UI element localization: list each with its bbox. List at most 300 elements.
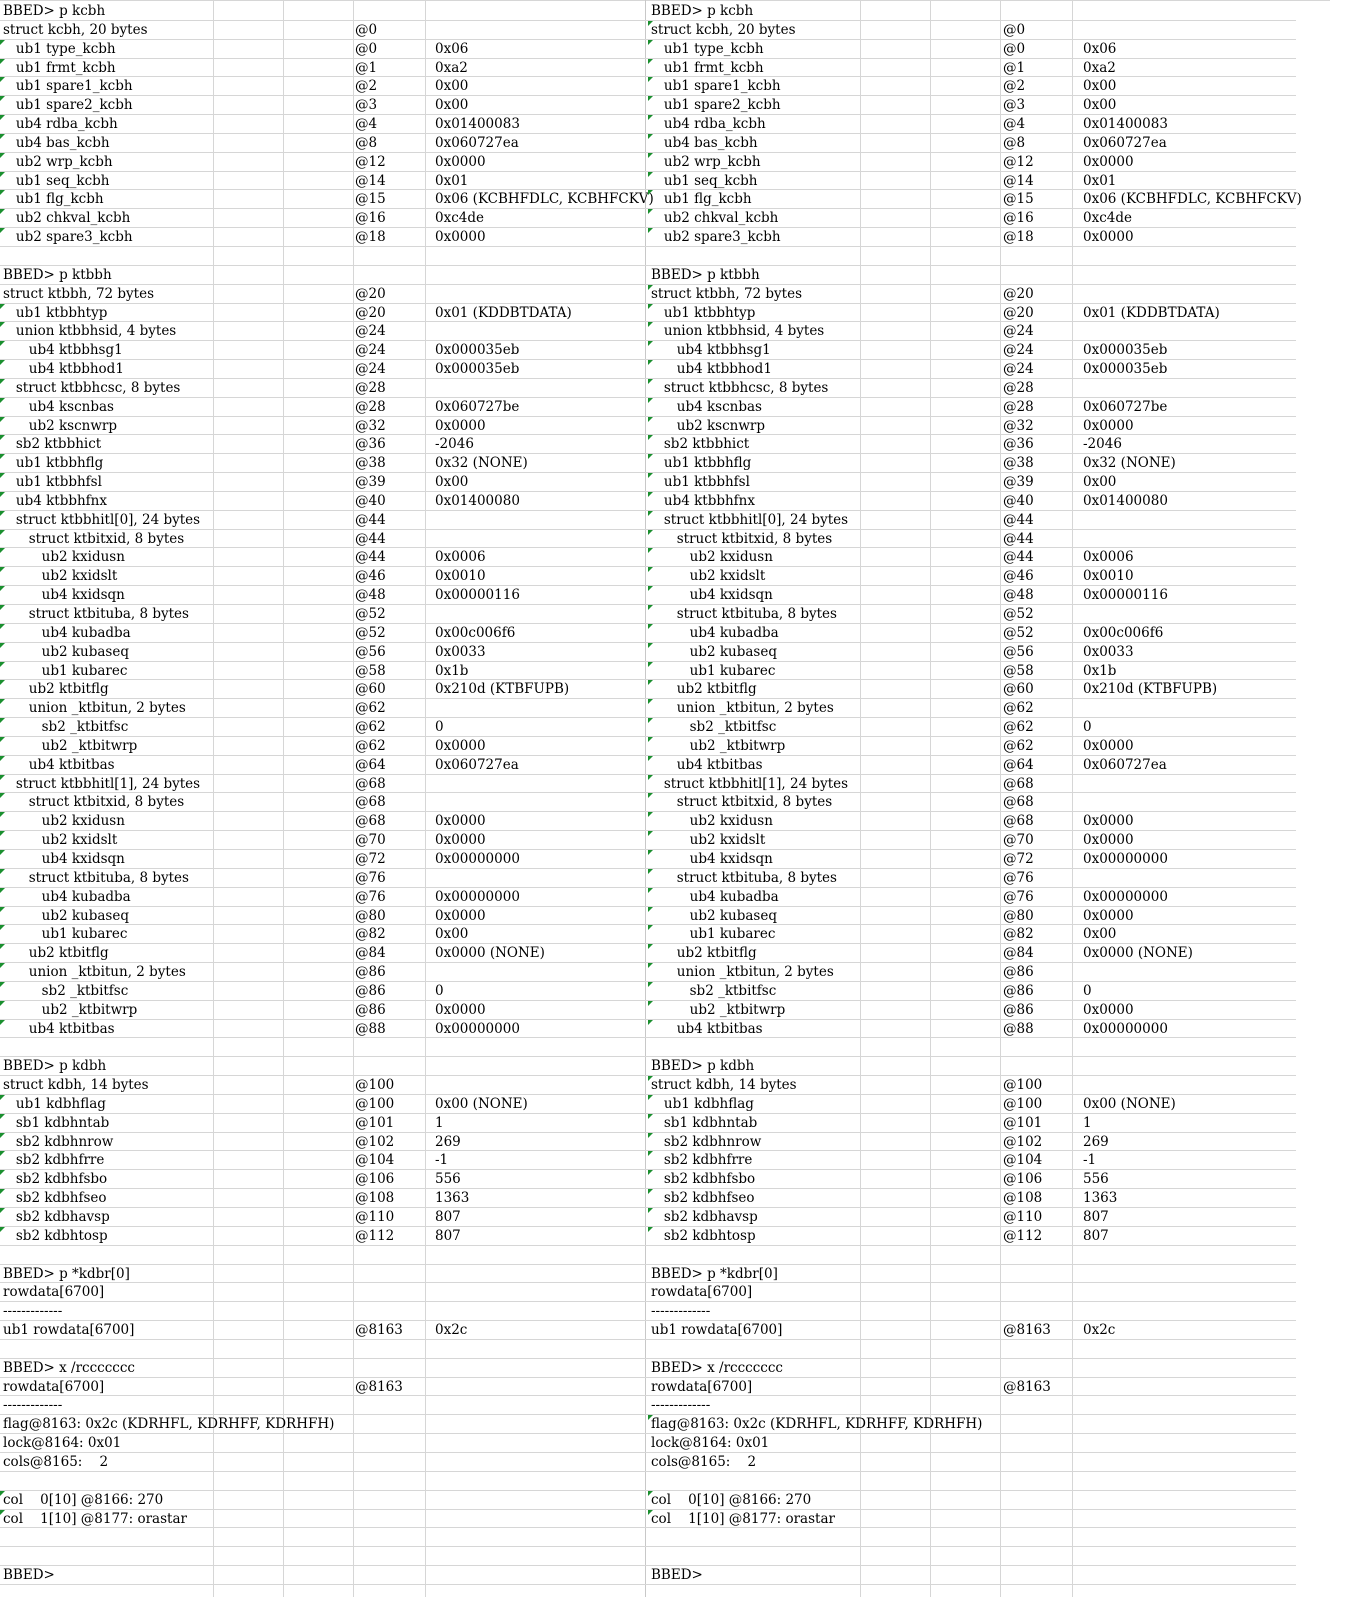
sheet-row[interactable] <box>0 963 648 982</box>
offset-cell: @28 <box>1003 379 1034 396</box>
sheet-row[interactable] <box>0 190 654 209</box>
sheet-row[interactable] <box>648 793 1296 812</box>
value-cell: 0x00 <box>1083 97 1117 114</box>
value-cell: 0x060727ea <box>1083 756 1167 773</box>
sheet-row[interactable] <box>0 492 648 511</box>
value-cell: 0x0006 <box>1083 549 1134 566</box>
sheet-row[interactable] <box>648 869 1296 888</box>
sheet-row[interactable] <box>0 96 648 115</box>
sheet-row[interactable] <box>648 40 1296 59</box>
sheet-row[interactable] <box>648 417 1296 436</box>
offset-cell: @3 <box>1003 97 1026 114</box>
sheet-row[interactable] <box>648 888 1296 907</box>
sheet-row[interactable] <box>0 831 648 850</box>
sheet-row[interactable] <box>0 21 648 40</box>
value-cell: 0x00 <box>435 926 469 943</box>
value-cell: 0x2c <box>1083 1322 1116 1339</box>
sheet-row[interactable] <box>0 907 648 926</box>
offset-cell: @0 <box>355 40 378 57</box>
offset-cell: @18 <box>1003 229 1034 246</box>
sheet-row[interactable] <box>648 662 1296 681</box>
sheet-row[interactable] <box>648 1415 1296 1434</box>
sheet-row[interactable] <box>648 1020 1296 1039</box>
sheet-row[interactable] <box>648 812 1296 831</box>
sheet-row[interactable] <box>0 1151 648 1170</box>
field-text-cell: ------------- <box>651 1303 711 1320</box>
sheet-row[interactable] <box>0 247 648 266</box>
field-text-cell: ------------- <box>3 1397 63 1414</box>
sheet-row[interactable] <box>648 1001 1296 1020</box>
sheet-row[interactable] <box>0 1265 648 1284</box>
sheet-row[interactable] <box>648 699 1296 718</box>
sheet-row[interactable] <box>648 944 1296 963</box>
field-text-cell: BBED> <box>651 1567 703 1584</box>
sheet-row[interactable] <box>0 944 648 963</box>
field-text-cell: ub1 rowdata[6700] <box>651 1322 783 1339</box>
sheet-row[interactable] <box>648 1510 1296 1529</box>
value-cell: 0x060727ea <box>1083 134 1167 151</box>
sheet-row[interactable] <box>648 59 1296 78</box>
field-text-cell: ub2 _ktbitwrp <box>651 1001 786 1018</box>
value-cell: 0 <box>1083 982 1092 999</box>
sheet-row[interactable] <box>648 756 1296 775</box>
field-text-cell: ub2 kxidslt <box>651 832 766 849</box>
offset-cell: @112 <box>355 1227 395 1244</box>
sheet-row[interactable] <box>648 360 1296 379</box>
sheet-row[interactable] <box>0 360 648 379</box>
sheet-row[interactable] <box>0 662 648 681</box>
sheet-row[interactable] <box>648 1321 1296 1340</box>
field-text-cell: ub2 kscnwrp <box>651 417 765 434</box>
sheet-row[interactable] <box>648 322 1296 341</box>
sheet-row[interactable] <box>0 1076 648 1095</box>
sheet-row[interactable] <box>0 850 648 869</box>
sheet-row[interactable] <box>648 1434 1296 1453</box>
sheet-row[interactable] <box>648 341 1296 360</box>
offset-cell: @84 <box>355 945 386 962</box>
sheet-row[interactable] <box>0 1396 648 1415</box>
sheet-row[interactable] <box>648 1076 1296 1095</box>
sheet-row[interactable] <box>0 1472 648 1491</box>
sheet-row[interactable] <box>0 1434 648 1453</box>
sheet-row[interactable] <box>648 831 1296 850</box>
field-text-cell: ub2 kxidslt <box>3 832 118 849</box>
value-cell: 0x01 (KDDBTDATA) <box>435 304 572 321</box>
field-text-cell: ub4 ktbbhfnx <box>3 492 107 509</box>
sheet-row[interactable] <box>0 1020 648 1039</box>
field-text-cell: ub4 ktbitbas <box>651 1020 763 1037</box>
value-cell: 0x000035eb <box>1083 361 1168 378</box>
sheet-row[interactable] <box>0 1095 648 1114</box>
value-cell: 0x06 (KCBHFDLC, KCBHFCKV) <box>435 191 654 208</box>
offset-cell: @104 <box>1003 1152 1043 1169</box>
field-text-cell: BBED> p *kdbr[0] <box>3 1265 130 1282</box>
field-text-cell: BBED> x /rccccccc <box>3 1359 135 1376</box>
value-cell: 269 <box>435 1133 461 1150</box>
sheet-row[interactable] <box>0 1246 648 1265</box>
field-text-cell: union _ktbitun, 2 bytes <box>651 964 834 981</box>
field-text-cell: flag@8163: 0x2c (KDRHFL, KDRHFF, KDRHFH) <box>3 1416 335 1433</box>
sheet-row[interactable] <box>0 2 648 21</box>
field-text-cell: BBED> p kcbh <box>651 3 754 19</box>
offset-cell: @8163 <box>355 1322 403 1339</box>
value-cell: 0x06 <box>435 40 469 57</box>
offset-cell: @68 <box>1003 775 1034 792</box>
value-cell: 0x210d (KTBFUPB) <box>435 681 570 698</box>
field-text-cell: ub1 seq_kcbh <box>3 172 110 189</box>
value-cell: 0x0000 <box>435 813 486 830</box>
offset-cell: @24 <box>355 361 386 378</box>
sheet-row[interactable] <box>0 304 648 323</box>
sheet-row[interactable] <box>0 869 648 888</box>
sheet-row[interactable] <box>648 567 1296 586</box>
field-text-cell: BBED> p kdbh <box>651 1058 755 1075</box>
offset-cell: @16 <box>1003 210 1034 227</box>
sheet-row[interactable] <box>0 982 648 1001</box>
offset-cell: @58 <box>1003 662 1034 679</box>
value-cell: 807 <box>435 1227 461 1244</box>
value-cell: 0x00 <box>1083 474 1117 491</box>
sheet-row[interactable] <box>0 1491 648 1510</box>
sheet-row[interactable] <box>648 2 1296 21</box>
sheet-row[interactable] <box>0 153 648 172</box>
sheet-row[interactable] <box>648 775 1296 794</box>
sheet-row[interactable] <box>0 718 648 737</box>
sheet-row[interactable] <box>0 1415 648 1434</box>
value-cell: -2046 <box>1083 436 1122 453</box>
offset-cell: @15 <box>355 191 386 208</box>
field-text-cell: ub1 frmt_kcbh <box>3 59 116 76</box>
field-text-cell: ub4 kxidsqn <box>651 850 773 867</box>
sheet-row[interactable] <box>648 605 1296 624</box>
sheet-row[interactable] <box>0 812 648 831</box>
sheet-row[interactable] <box>648 228 1296 247</box>
value-cell: 269 <box>1083 1133 1109 1150</box>
offset-cell: @68 <box>355 794 386 811</box>
offset-cell: @62 <box>355 700 386 717</box>
sheet-row[interactable] <box>648 77 1296 96</box>
sheet-row[interactable] <box>648 153 1296 172</box>
value-cell: 0x00 (NONE) <box>435 1095 528 1112</box>
sheet-row[interactable] <box>648 21 1296 40</box>
sheet-row[interactable] <box>648 680 1296 699</box>
sheet-row[interactable] <box>0 228 648 247</box>
sheet-row[interactable] <box>648 1566 1296 1585</box>
sheet-row[interactable] <box>648 530 1296 549</box>
value-cell: 0x060727ea <box>435 134 519 151</box>
field-text-cell: ub2 spare3_kcbh <box>651 229 781 246</box>
sheet-row[interactable] <box>648 1189 1296 1208</box>
sheet-row[interactable] <box>0 1114 648 1133</box>
value-cell: 0x00 <box>1083 78 1117 95</box>
field-text-cell: struct ktbituba, 8 bytes <box>651 869 837 886</box>
offset-cell: @36 <box>1003 436 1034 453</box>
offset-cell: @48 <box>355 587 386 604</box>
offset-cell: @20 <box>1003 304 1034 321</box>
offset-cell: @46 <box>355 568 386 585</box>
offset-cell: @86 <box>355 964 386 981</box>
sheet-row[interactable] <box>0 1057 648 1076</box>
sheet-row[interactable] <box>648 1095 1296 1114</box>
sheet-row[interactable] <box>0 1208 648 1227</box>
sheet-row[interactable] <box>648 1472 1296 1491</box>
offset-cell: @46 <box>1003 568 1034 585</box>
sheet-row[interactable] <box>648 1528 1296 1547</box>
sheet-row[interactable] <box>0 793 648 812</box>
sheet-row[interactable] <box>0 59 648 78</box>
sheet-row[interactable] <box>648 548 1296 567</box>
sheet-row[interactable] <box>0 134 648 153</box>
field-text-cell: BBED> p ktbbh <box>651 266 760 283</box>
sheet-row[interactable] <box>648 643 1296 662</box>
sheet-row[interactable] <box>648 925 1296 944</box>
field-text-cell: sb2 kdbhfrre <box>651 1152 753 1169</box>
sheet-row[interactable] <box>0 775 648 794</box>
sheet-row[interactable] <box>648 586 1296 605</box>
sheet-row[interactable] <box>0 699 648 718</box>
sheet-row[interactable] <box>0 341 648 360</box>
field-text-cell: struct ktbitxid, 8 bytes <box>3 530 185 547</box>
sheet-row[interactable] <box>0 398 648 417</box>
sheet-row[interactable] <box>648 511 1296 530</box>
sheet-row[interactable] <box>0 1528 648 1547</box>
sheet-row[interactable] <box>648 96 1296 115</box>
offset-cell: @110 <box>1003 1209 1043 1225</box>
sheet-row[interactable] <box>0 1566 648 1585</box>
field-text-cell: BBED> p kcbh <box>3 3 106 19</box>
value-cell: 0x01400083 <box>1083 116 1168 133</box>
offset-cell: @100 <box>355 1095 395 1112</box>
sheet-row[interactable] <box>0 322 648 341</box>
sheet-row[interactable] <box>648 435 1296 454</box>
sheet-row[interactable] <box>0 417 648 436</box>
sheet-row[interactable] <box>0 1170 648 1189</box>
sheet-row[interactable] <box>648 850 1296 869</box>
sheet-row[interactable] <box>0 624 648 643</box>
offset-cell: @20 <box>355 285 386 302</box>
sheet-row[interactable] <box>648 1170 1296 1189</box>
sheet-row[interactable] <box>648 1114 1296 1133</box>
sheet-row[interactable] <box>0 1359 648 1378</box>
sheet-row[interactable] <box>0 1510 648 1529</box>
offset-cell: @36 <box>355 436 386 453</box>
sheet-row[interactable] <box>0 548 648 567</box>
sheet-row[interactable] <box>0 1189 648 1208</box>
sheet-row[interactable] <box>0 266 648 285</box>
offset-cell: @28 <box>1003 398 1034 415</box>
field-text-cell: ub2 ktbitflg <box>3 681 109 698</box>
sheet-row[interactable] <box>648 1359 1296 1378</box>
offset-cell: @62 <box>355 719 386 736</box>
sheet-row[interactable] <box>0 1378 648 1397</box>
offset-cell: @106 <box>355 1171 395 1188</box>
sheet-row[interactable] <box>648 398 1296 417</box>
sheet-row[interactable] <box>648 1208 1296 1227</box>
sheet-row[interactable] <box>648 1038 1296 1057</box>
sheet-row[interactable] <box>648 1133 1296 1152</box>
field-text-cell: BBED> p ktbbh <box>3 266 112 283</box>
sheet-row[interactable] <box>0 643 648 662</box>
sheet-row[interactable] <box>0 435 648 454</box>
sheet-row[interactable] <box>648 1378 1296 1397</box>
value-cell: 0x060727be <box>435 398 520 415</box>
field-text-cell: ub4 ktbbhfnx <box>651 492 755 509</box>
sheet-row[interactable] <box>0 1227 648 1246</box>
sheet-row[interactable] <box>0 756 648 775</box>
value-cell: 0x0010 <box>1083 568 1134 585</box>
sheet-row[interactable] <box>648 304 1296 323</box>
sheet-row[interactable] <box>648 737 1296 756</box>
field-text-cell: sb2 ktbbhict <box>651 436 750 453</box>
sheet-row[interactable] <box>648 1340 1296 1359</box>
offset-cell: @82 <box>1003 926 1034 943</box>
field-text-cell: struct ktbituba, 8 bytes <box>3 606 189 622</box>
sheet-row[interactable] <box>0 209 648 228</box>
sheet-row[interactable] <box>0 1302 648 1321</box>
sheet-row[interactable] <box>0 115 648 134</box>
sheet-row[interactable] <box>0 285 648 304</box>
offset-cell: @18 <box>355 229 386 246</box>
sheet-row[interactable] <box>648 454 1296 473</box>
sheet-row[interactable] <box>0 925 648 944</box>
sheet-row[interactable] <box>648 1057 1296 1076</box>
offset-cell: @44 <box>1003 530 1034 547</box>
sheet-row[interactable] <box>648 285 1296 304</box>
field-text-cell: ub2 _ktbitwrp <box>3 737 138 754</box>
sheet-row[interactable] <box>0 511 648 530</box>
sheet-row[interactable] <box>0 1340 648 1359</box>
value-cell: 0x0000 <box>435 832 486 849</box>
sheet-row[interactable] <box>0 567 648 586</box>
sheet-row[interactable] <box>648 379 1296 398</box>
sheet-row[interactable] <box>648 982 1296 1001</box>
sheet-row[interactable] <box>0 473 648 492</box>
sheet-row[interactable] <box>648 134 1296 153</box>
offset-cell: @68 <box>355 775 386 792</box>
sheet-row[interactable] <box>0 379 648 398</box>
sheet-row[interactable] <box>0 1547 648 1566</box>
sheet-row[interactable] <box>648 247 1296 266</box>
sheet-row[interactable] <box>648 266 1296 285</box>
value-cell: 0x00c006f6 <box>1083 624 1164 641</box>
field-text-cell: ub1 type_kcbh <box>3 40 116 57</box>
sheet-row[interactable] <box>0 40 648 59</box>
value-cell: 0x00 <box>435 474 469 491</box>
field-text-cell: struct ktbituba, 8 bytes <box>651 606 837 622</box>
sheet-row[interactable] <box>648 1265 1296 1284</box>
offset-cell: @8 <box>355 134 378 151</box>
sheet-row[interactable] <box>648 1246 1296 1265</box>
sheet-row[interactable] <box>0 530 648 549</box>
value-cell: 0x0000 <box>1083 737 1134 754</box>
value-cell: 0x00 <box>435 97 469 114</box>
sheet-row[interactable] <box>0 77 648 96</box>
field-text-cell: ub4 kxidsqn <box>3 850 125 867</box>
value-cell: 0x060727be <box>1083 398 1168 415</box>
sheet-row[interactable] <box>0 1321 648 1340</box>
value-cell: 0x0000 <box>1083 153 1134 170</box>
field-text-cell: sb2 kdbhavsp <box>651 1209 758 1225</box>
offset-cell: @0 <box>1003 21 1026 38</box>
value-cell: 0x00c006f6 <box>435 624 516 641</box>
sheet-row[interactable] <box>648 473 1296 492</box>
sheet-row[interactable] <box>648 209 1296 228</box>
offset-cell: @62 <box>1003 700 1034 717</box>
sheet-row[interactable] <box>648 1453 1296 1472</box>
sheet-row[interactable] <box>648 1151 1296 1170</box>
field-text-cell: ub2 kubaseq <box>651 907 777 924</box>
sheet-row[interactable] <box>648 718 1296 737</box>
value-cell: 0x060727ea <box>435 756 519 773</box>
field-text-cell: ub1 flg_kcbh <box>3 191 104 208</box>
sheet-row[interactable] <box>0 1283 648 1302</box>
field-text-cell: BBED> p kdbh <box>3 1058 107 1075</box>
offset-cell: @32 <box>355 417 386 434</box>
sheet-row[interactable] <box>0 605 648 624</box>
sheet-row[interactable] <box>648 1283 1296 1302</box>
offset-cell: @64 <box>355 756 386 773</box>
offset-cell: @70 <box>1003 832 1034 849</box>
sheet-row[interactable] <box>0 172 648 191</box>
sheet-row[interactable] <box>0 586 648 605</box>
offset-cell: @80 <box>1003 907 1034 924</box>
sheet-row[interactable] <box>0 680 648 699</box>
offset-cell: @76 <box>1003 888 1034 905</box>
sheet-row[interactable] <box>0 1001 648 1020</box>
sheet-row[interactable] <box>648 492 1296 511</box>
field-text-cell: BBED> <box>3 1567 55 1584</box>
sheet-row[interactable] <box>0 454 648 473</box>
field-text-cell: ub1 ktbbhflg <box>3 455 104 472</box>
field-text-cell: ub1 kdbhflag <box>651 1095 754 1112</box>
sheet-row[interactable] <box>648 1547 1296 1566</box>
field-text-cell: ------------- <box>651 1397 711 1414</box>
sheet-row[interactable] <box>0 1453 648 1472</box>
offset-cell: @60 <box>355 681 386 698</box>
offset-cell: @44 <box>355 530 386 547</box>
sheet-row[interactable] <box>648 190 1302 209</box>
sheet-row[interactable] <box>0 737 648 756</box>
sheet-row[interactable] <box>0 1133 648 1152</box>
value-cell: 0x0006 <box>435 549 486 566</box>
sheet-row[interactable] <box>648 1491 1296 1510</box>
offset-cell: @104 <box>355 1152 395 1169</box>
value-cell: 807 <box>435 1209 461 1225</box>
sheet-row[interactable] <box>648 1227 1296 1246</box>
field-text-cell: struct kcbh, 20 bytes <box>651 21 796 38</box>
offset-cell: @62 <box>1003 737 1034 754</box>
field-text-cell: ub2 ktbitflg <box>651 681 757 698</box>
sheet-row[interactable] <box>0 888 648 907</box>
sheet-row[interactable] <box>648 172 1296 191</box>
offset-cell: @62 <box>355 737 386 754</box>
offset-cell: @86 <box>355 1001 386 1018</box>
sheet-row[interactable] <box>648 907 1296 926</box>
sheet-row[interactable] <box>648 115 1296 134</box>
value-cell: 0x00000000 <box>1083 888 1168 905</box>
sheet-row[interactable] <box>648 1302 1296 1321</box>
sheet-row[interactable] <box>648 963 1296 982</box>
value-cell: 0xc4de <box>1083 210 1132 227</box>
sheet-row[interactable] <box>0 1038 648 1057</box>
offset-cell: @86 <box>1003 1001 1034 1018</box>
value-cell: 1 <box>1083 1114 1092 1131</box>
field-text-cell: ub4 bas_kcbh <box>651 134 758 151</box>
sheet-row[interactable] <box>648 1396 1296 1415</box>
offset-cell: @68 <box>1003 813 1034 830</box>
sheet-row[interactable] <box>648 624 1296 643</box>
field-text-cell: sb2 kdbhfrre <box>3 1152 105 1169</box>
